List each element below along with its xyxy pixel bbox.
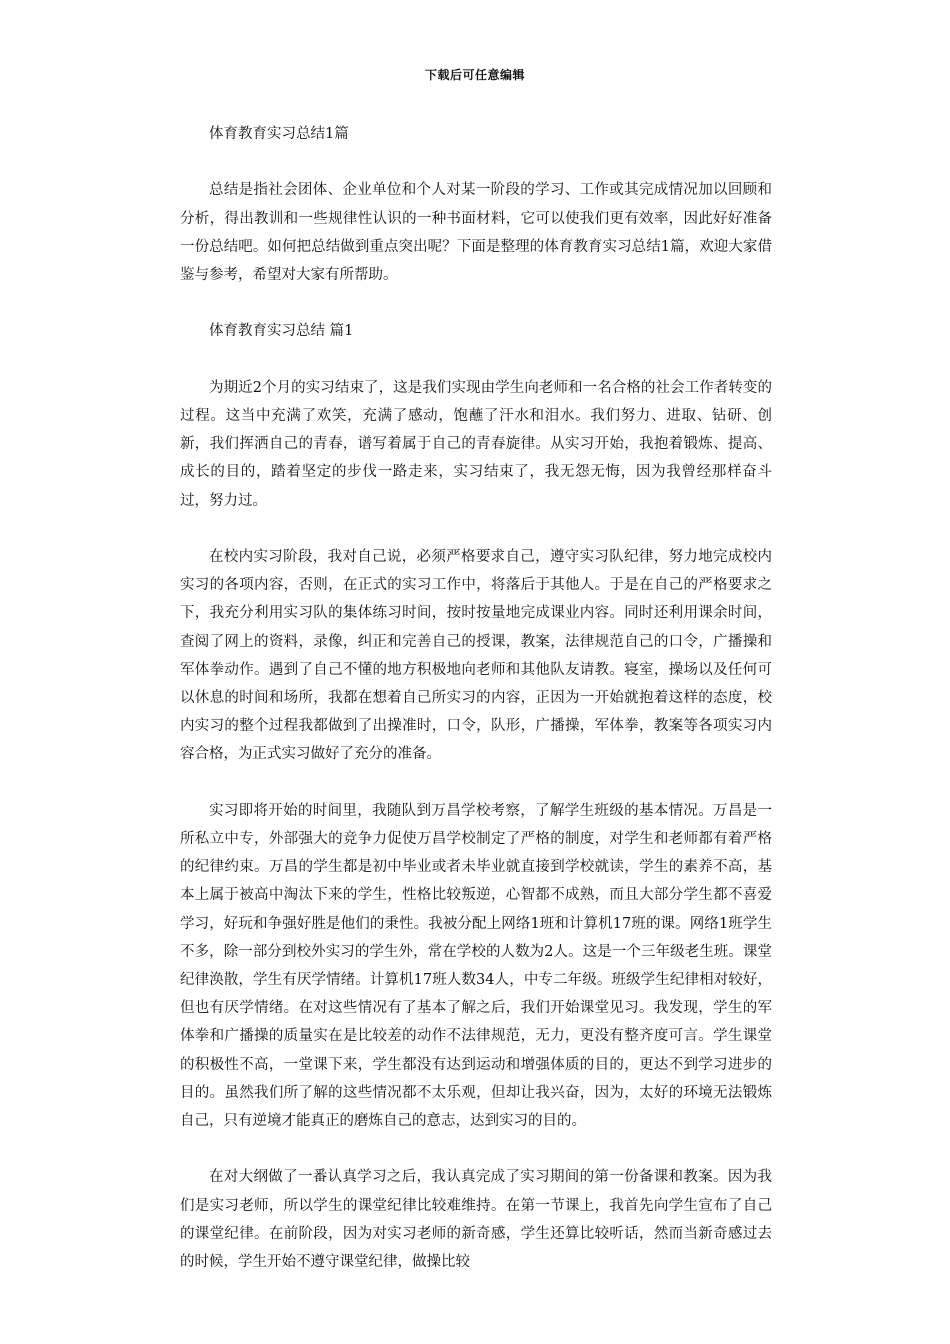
body-paragraph-4: 在对大纲做了一番认真学习之后，我认真完成了实习期间的第一份备课和教案。因为我们是实习老师，所以学生的课堂纪律比较难维持。在第一节课上，我首先向学生宣布了自己的课堂纪律。在前阶段，因为对实习老师的新奇感，学生还算比较听话，然而当新奇感过去的时候，学生开始不遵守课堂纪律，做操比较 xyxy=(180,1169,772,1271)
section-title: 体育教育实习总结 篇1 xyxy=(209,323,354,340)
document-title: 体育教育实习总结1篇 xyxy=(209,126,349,142)
header-note: 下载后可任意编辑 xyxy=(424,68,525,82)
body-paragraph-1: 为期近2个月的实习结束了，这是我们实现由学生向老师和一名合格的社会工作者转变的过程。这当中充满了欢笑，充满了感动，饱蘸了汗水和泪水。我们努力、进取、钻研、创新，我们挥洒自己的青春，谱写着属于自己的青春旋律。从实习开始，我抱着锻炼、提高、成长的目的，踏着坚定的步伐一路走来，实习结束了，我无怨无悔，因为我曾经那样奋斗过，努力过。 xyxy=(180,379,772,509)
intro-paragraph: 总结是指社会团体、企业单位和个人对某一阶段的学习、工作或其完成情况加以回顾和分析，得出教训和一些规律性认识的一种书面材料，它可以使我们更有效率，因此好好准备一份总结吧。如何把总结做到重点突出呢？下面是整理的体育教育实习总结1篇，欢迎大家借鉴与参考，希望对大家有所帮助。 xyxy=(180,182,772,283)
body-paragraph-3: 实习即将开始的时间里，我随队到万昌学校考察，了解学生班级的基本情况。万昌是一所私立中专，外部强大的竞争力促使万昌学校制定了严格的制度，对学生和老师都有着严格的纪律约束。万昌的学生都是初中毕业或者未毕业就直接到学校就读，学生的素养不高，基本上属于被高中淘汰下来的学生，性格比较叛逆，心智都不成熟，而且大部分学生都不喜爱学习，好玩和争强好胜是他们的秉性。我被分配上网络1班和计算机17班的课。网络1班学生不多，除一部分到校外实习的学生外，常在学校的人数为2人。这是一个三年级老生班。课堂纪律涣散，学生有厌学情绪。计算机17班人数34人，中专二年级。班级学生纪律相对较好，但也有厌学情绪。在对这些情况有了基本了解之后，我们开始课堂见习。我发现，学生的军体拳和广播操的质量实在是比较差的动作不法律规范，无力，更没有整齐度可言。学生课堂的积极性不高，一堂课下来，学生都没有达到运动和增强体质的目的，更达不到学习进步的目的。虽然我们所了解的这些情况都不太乐观，但却让我兴奋，因为，太好的环境无法锻炼自己，只有逆境才能真正的磨炼自己的意志，达到实习的目的。 xyxy=(180,802,772,1130)
document-body xyxy=(180,120,772,1304)
body-paragraph-2: 在校内实习阶段，我对自己说，必须严格要求自己，遵守实习队纪律，努力地完成校内实习的各项内容，否则，在正式的实习工作中，将落后于其他人。于是在自己的严格要求之下，我充分利用实习队的集体练习时间，按时按量地完成课业内容。同时还利用课余时间，查阅了网上的资料，录像，纠正和完善自己的授课，教案，法律规范自己的口令，广播操和军体拳动作。遇到了自己不懂的地方积极地向老师和其他队友请教。寝室，操场以及任何可以休息的时间和场所，我都在想着自己所实习的内容，正因为一开始就抱着这样的态度，校内实习的整个过程我都做到了出操准时，口令，队形，广播操，军体拳，教案等各项实习内容合格，为正式实习做好了充分的准备。 xyxy=(180,548,772,763)
